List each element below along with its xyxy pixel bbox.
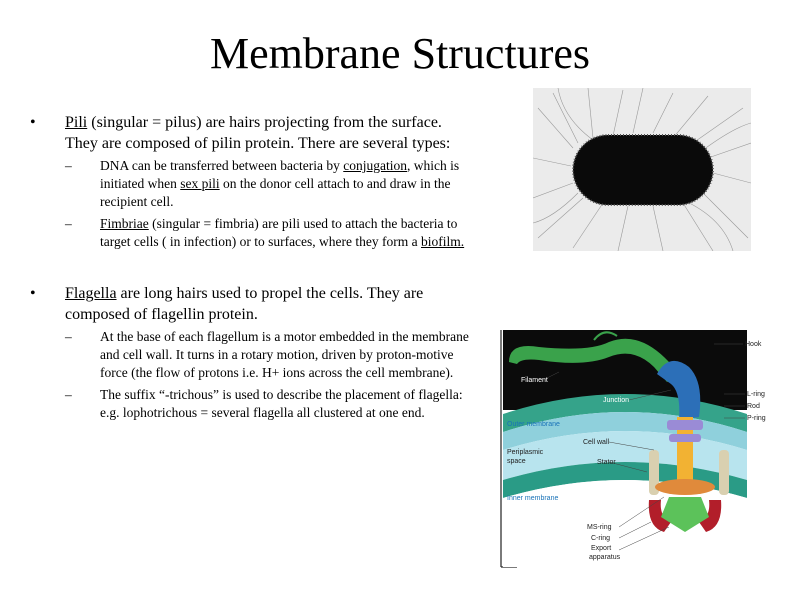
bacterium-micrograph-image (533, 88, 751, 251)
slide-title: Membrane Structures (210, 29, 590, 78)
term-fimbriae: Fimbriae (100, 216, 149, 231)
dash-marker: – (65, 158, 72, 173)
label-c-ring: C-ring (591, 535, 611, 542)
spacer (30, 255, 475, 283)
motor-text: At the base of each flagellum is a motor embedded in the membrane and cell wall. It turns in a rotary motion, driven by proton-motive force (the flow of protons i.e. H+ ions across the cell membrane). (100, 329, 469, 380)
label-hook: Hook (745, 341, 762, 348)
flagella-sublist (65, 328, 475, 422)
sub-bullet-motor (65, 328, 475, 382)
conjugation-text-3: on the donor cell attach to and draw in the recipient cell. (100, 176, 451, 209)
sub-bullet-trichous (65, 386, 475, 422)
bullet-marker: • (30, 285, 36, 302)
label-inner-membrane: Inner membrane (507, 495, 559, 502)
sub-bullet-conjugation (65, 157, 475, 211)
bullet-list (30, 112, 475, 426)
pili-sublist (65, 157, 475, 251)
conjugation-text-2: , which is initiated when (100, 158, 460, 191)
term-pili: Pili (65, 114, 88, 131)
term-biofilm: biofilm. (421, 234, 465, 249)
label-rod: Rod (747, 403, 760, 410)
label-periplasmic: Periplasmic (507, 449, 544, 456)
label-outer-membrane: Outer membrane (507, 421, 560, 428)
bullet-pili (30, 112, 475, 251)
term-flagella: Flagella (65, 285, 117, 302)
flagella-text: are long hairs used to propel the cells. They are composed of flagellin protein. (65, 285, 424, 323)
label-filament: Filament (521, 377, 548, 384)
label-ms-ring: MS-ring (587, 524, 612, 531)
term-conjugation: conjugation (343, 158, 408, 173)
label-stator: Stator (597, 459, 616, 466)
label-space: space (507, 458, 526, 465)
dash-marker: – (65, 387, 72, 402)
flagellum-motor-diagram (499, 322, 769, 570)
term-sex-pili: sex pili (180, 176, 220, 191)
label-l-ring: L-ring (747, 391, 765, 398)
bullet-marker: • (30, 114, 36, 131)
trichous-text: The suffix “-trichous” is used to describe the placement of flagella: e.g. lophotrichous = several flagella all clustered at one end. (100, 387, 463, 420)
pili-text: (singular = pilus) are hairs projecting from the surface. They are composed of pilin protein. There are several types: (65, 114, 451, 152)
label-p-ring: P-ring (747, 415, 766, 422)
conjugation-text-1: DNA can be transferred between bacteria by (100, 158, 344, 173)
dash-marker: – (65, 329, 72, 344)
sub-bullet-fimbriae (65, 215, 475, 251)
label-apparatus: apparatus (589, 554, 621, 561)
dash-marker: – (65, 216, 72, 231)
label-cell-wall: Cell wall (583, 439, 610, 446)
label-junction: Junction (603, 397, 630, 404)
bullet-flagella (30, 283, 475, 422)
label-export: Export (591, 545, 612, 552)
fimbriae-text: (singular = fimbria) are pili used to attach the bacteria to target cells ( in infection) or to surfaces, where they form a (100, 216, 458, 249)
